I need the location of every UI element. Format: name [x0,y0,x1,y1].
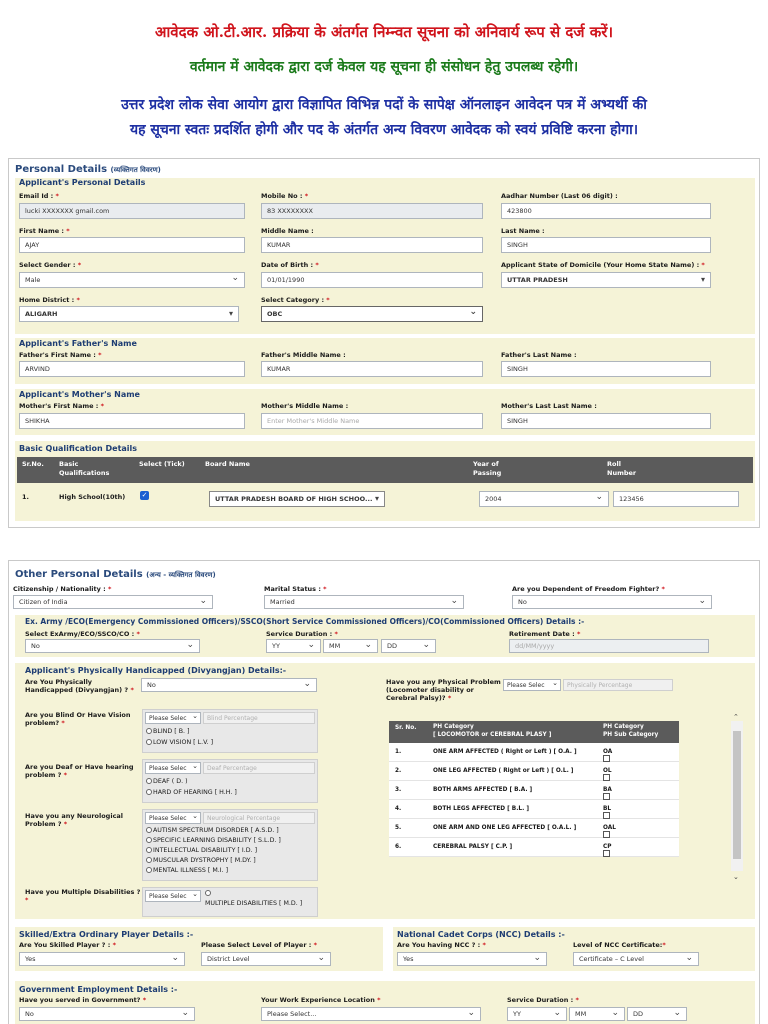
neuro-select[interactable]: Please Selec ⌄ [145,812,201,824]
gov-label: Have you served in Government? * [19,996,147,1004]
deaf-option[interactable]: DEAF ( D. ) [146,778,188,785]
blind-select[interactable]: Please Selec ⌄ [145,712,201,724]
last-name-label: Last Name : [501,227,545,235]
father-heading: Applicant's Father's Name [19,339,137,348]
first-name-label: First Name : * [19,227,70,235]
service-dd-select[interactable]: DD ⌄ [381,639,436,653]
roll-number-field[interactable]: 123456 [613,491,739,507]
mother-first-label: Mother's First Name : * [19,402,105,410]
qualification-heading: Basic Qualification Details [19,444,138,453]
service-duration-label: Service Duration : * [266,630,338,638]
ph-row-subcategory-checkbox[interactable] [603,768,612,774]
district-select[interactable]: ALIGARH ▾ [19,306,239,322]
ph-category-row [389,838,679,857]
deaf-label: Are you Deaf or Have hearing problem ? * [25,763,134,779]
gender-select[interactable]: Male ⌄ [19,272,245,288]
aadhar-field[interactable]: 423800 [501,203,711,219]
multi-radio[interactable] [205,890,212,897]
player-box [15,927,383,971]
ph-row-category: ONE ARM AND ONE LEG AFFECTED [ O.A.L. ] [433,825,577,831]
scroll-down-icon[interactable]: ⌄ [733,873,739,881]
col-roll: Roll Number [607,460,637,477]
retirement-field[interactable]: dd/MM/yyyy [509,639,709,653]
applicant-personal-box [15,178,755,334]
ph-row-sr: 1. [395,749,402,755]
ph-category-row [389,781,679,800]
father-first-label: Father's First Name : * [19,351,102,359]
domicile-select[interactable]: UTTAR PRADESH ▾ [501,272,711,288]
ph-category-row [389,800,679,819]
blind-option[interactable]: BLIND [ B. ] [146,728,189,735]
ph-row-category: BOTH ARMS AFFECTED [ B.A. ] [433,787,533,793]
category-select[interactable]: OBC ⌄ [261,306,483,322]
father-last-label: Father's Last Name : [501,351,577,359]
exarmy-select[interactable]: No ⌄ [25,639,200,653]
marital-label: Marital Status : * [264,585,327,593]
ph-row-subcategory-checkbox[interactable] [603,825,616,831]
ph-row-sr: 4. [395,806,402,812]
ph-row-subcategory-checkbox[interactable] [603,806,611,812]
ncc-label: Are You having NCC ? : * [397,941,486,949]
father-first-field[interactable]: ARVIND [19,361,245,377]
notice-line-3b: यह सूचना स्वतः प्रदर्शित होगी और पद के अंतर्गत अन्य विवरण आवेदक को स्वयं प्रविष्टि करना होगा। [129,122,639,138]
service-yy-select[interactable]: YY ⌄ [266,639,321,653]
father-middle-field[interactable]: KUMAR [261,361,483,377]
col-sr: Sr.No. [22,460,44,468]
ph-row-category: CEREBRAL PALSY [ C.P. ] [433,844,513,850]
ph-row-sr: 3. [395,787,402,793]
ph-row-subcategory-checkbox[interactable] [603,844,612,850]
col-year: Year of Passing [473,460,502,477]
ncc-level-select[interactable]: Certificate – C Level ⌄ [573,952,699,966]
mother-last-field[interactable]: SINGH [501,413,711,429]
blind-percentage-field[interactable]: Blind Percentage [203,712,315,724]
autism-option[interactable]: AUTISM SPECTRUM DISORDER [ A.S.D. ] [146,827,279,834]
ph-row-subcategory: CP [603,844,612,850]
army-box [15,615,755,657]
mobile-label: Mobile No : * [261,192,309,200]
blind-label: Are you Blind Or Have Vision problem? * [25,711,131,727]
physically-percentage-field[interactable]: Physically Percentage [563,679,673,691]
ph-row-subcategory: OAL [603,825,616,831]
mobile-field[interactable]: 83 XXXXXXXX [261,203,483,219]
ph-select[interactable]: No ⌄ [141,678,317,692]
ncc-select[interactable]: Yes ⌄ [397,952,547,966]
service-mm-select[interactable]: MM ⌄ [323,639,378,653]
exarmy-label: Select ExArmy/ECO/SSCO/CO : * [25,630,140,638]
player-heading: Skilled/Extra Ordinary Player Details :- [19,930,194,939]
personal-details-title: Personal Details (व्यक्तिगत विवरण) [15,164,161,175]
neuro-percentage-field[interactable]: Neurological Percentage [203,812,315,824]
deaf-select[interactable]: Please Selec ⌄ [145,762,201,774]
neuro-box [142,809,318,881]
ph-heading: Applicant's Physically Handicapped (Divyangjan) Details:- [25,666,287,675]
ph-category-row [389,762,679,781]
first-name-field[interactable]: AJAY [19,237,245,253]
citizenship-select[interactable]: Citizen of India ⌄ [13,595,213,609]
muscular-option[interactable]: MUSCULAR DYSTROPHY [ M.DY. ] [146,857,256,864]
ph-row-subcategory: BL [603,806,612,812]
gov-yy-select[interactable]: YY ⌄ [507,1007,567,1021]
ph-table-scroll-thumb[interactable] [733,731,741,859]
domicile-label: Applicant State of Domicile (Your Home State Name) : * [501,261,705,269]
work-label: Your Work Experience Location * [261,996,381,1004]
ph-row-subcategory: BA [603,787,612,793]
ncc-level-label: Level of NCC Certificate:* [573,941,666,949]
col-select: Select (Tick) [139,460,185,468]
mother-middle-field[interactable]: Enter Mother's Middle Name [261,413,483,429]
scroll-up-icon[interactable]: ⌃ [733,713,739,721]
intellectual-option[interactable]: INTELLECTUAL DISABILITY [ I.D. ] [146,847,257,854]
low-vision-option[interactable]: LOW VISION [ L.V. ] [146,739,213,746]
multi-option-label: MULTIPLE DISABILITIES [ M.D. ] [205,900,303,907]
checkbox-icon[interactable] [603,850,610,857]
col-qualification: Basic Qualifications [59,460,110,477]
ph-col-category2: PH Category [603,724,644,730]
middle-name-label: Middle Name : [261,227,314,235]
deaf-box [142,759,318,803]
notice-line-3 [0,93,768,143]
ph-row-sr: 6. [395,844,402,850]
father-box [15,338,755,384]
col-board: Board Name [205,460,250,468]
ph-row-category: ONE LEG AFFECTED ( Right or Left ) [ O.L. ] [433,768,574,774]
hard-of-hearing-option[interactable]: HARD OF HEARING [ H.H. ] [146,789,237,796]
army-heading: Ex. Army /ECO(Emergency Commissioned Officers)/SSCO(Short Service Commissioned Officers)/CO(Commissioned Officers) Details :- [25,617,585,626]
qualification-table-header [17,457,753,483]
mother-first-field[interactable]: SHIKHA [19,413,245,429]
multi-label: Have you Multiple Disabilities ? * [25,888,141,904]
qualification-box [15,441,755,521]
sld-option[interactable]: SPECIFIC LEARNING DISABILITY [ S.L.D. ] [146,837,281,844]
qual-name: High School(10th) [59,493,126,501]
other-details-title: Other Personal Details (अन्य - व्यक्तिगत विवरण) [15,569,216,580]
middle-name-field[interactable]: KUMAR [261,237,483,253]
dob-field[interactable]: 01/01/1990 [261,272,483,288]
ph-row-subcategory: OL [603,768,612,774]
checkbox-icon[interactable] [603,812,610,819]
blind-box [142,709,318,753]
ncc-heading: National Cadet Corps (NCC) Details :- [397,930,565,939]
ph-row-subcategory-checkbox[interactable] [603,749,612,755]
ph-table-scrollbar[interactable] [731,721,743,871]
ph-category-row [389,743,679,762]
player-label: Are You Skilled Player ? : * [19,941,116,949]
ph-row-sr: 5. [395,825,402,831]
email-field[interactable]: lucki XXXXXXX gmail.com [19,203,245,219]
ph-row-subcategory-checkbox[interactable] [603,787,612,793]
checkbox-icon[interactable] [603,755,610,762]
gender-label: Select Gender : * [19,261,82,269]
ph-row-category: BOTH LEGS AFFECTED [ B.L. ] [433,806,529,812]
category-label: Select Category : * [261,296,330,304]
ph-row-category: ONE ARM AFFECTED ( Right or Left ) [ O.A. ] [433,749,577,755]
ncc-box [393,927,755,971]
father-last-field[interactable]: SINGH [501,361,711,377]
checkbox-icon[interactable] [603,774,610,781]
last-name-field[interactable]: SINGH [501,237,711,253]
email-label: Email Id : * [19,192,59,200]
multi-select[interactable]: Please Selec ⌄ [145,890,201,902]
mother-last-label: Mother's Last Last Name : [501,402,597,410]
problem-label: Have you any Physical Problem (Locomoter disability or Cerebral Palsy)? * [386,678,501,702]
aadhar-label: Aadhar Number (Last 06 digit) : [501,192,618,200]
ph-row-subcategory: OA [603,749,613,755]
freedom-label: Are you Dependent of Freedom Fighter? * [512,585,665,593]
notice-line-1: आवेदक ओ.टी.आर. प्रक्रिया के अंतर्गत निम्न्वत सूचना को अनिवार्य रूप से दर्ज करें। [154,23,614,41]
citizenship-label: Citizenship / Nationality : * [13,585,112,593]
gov-mm-select[interactable]: MM ⌄ [569,1007,625,1021]
gov-service-label: Service Duration : * [507,996,579,1004]
multi-box [142,887,318,917]
notice-line-2: वर्तमान में आवेदक द्वारा दर्ज केवल यह सूचना ही संसोधन हेतु उपलब्ध रहेगी। [189,59,579,75]
level-label: Please Select Level of Player : * [201,941,318,949]
ph-row-sr: 2. [395,768,402,774]
freedom-select[interactable]: No ⌄ [512,595,712,609]
mother-middle-label: Mother's Middle Name : [261,402,349,410]
other-details-panel [8,560,760,1024]
qual-sr: 1. [22,493,29,501]
ph-col-category: PH Category [433,724,474,730]
problem-select[interactable]: Please Selec ⌄ [503,679,561,691]
ph-col-sr: Sr. No. [395,725,417,731]
mental-option[interactable]: MENTAL ILLNESS [ M.I. ] [146,867,228,874]
work-select[interactable]: Please Select... ⌄ [261,1007,481,1021]
ph-category-row [389,819,679,838]
checkbox-icon[interactable] [603,793,610,800]
qual-tick-checkbox[interactable]: ✓ [141,491,148,499]
ph-col-category-sub: [ LOCOMOTOR or CEREBRAL PLASY ] [433,732,552,738]
neuro-label: Have you any Neurological Problem ? * [25,812,124,828]
deaf-percentage-field[interactable]: Deaf Percentage [203,762,315,774]
dob-label: Date of Birth : * [261,261,319,269]
applicant-personal-heading: Applicant's Personal Details [19,178,146,187]
mother-box [15,389,755,435]
board-select[interactable]: UTTAR PRADESH BOARD OF HIGH SCHOO... ▾ [209,491,385,507]
checkbox-icon[interactable] [603,831,610,838]
personal-details-panel [8,158,760,528]
ph-box [15,663,755,919]
retirement-label: Retirement Date : * [509,630,581,638]
marital-select[interactable]: Married ⌄ [264,595,464,609]
ph-col-subcategory: PH Sub Category [603,732,659,738]
gov-select[interactable]: No ⌄ [19,1007,195,1021]
gov-heading: Government Employment Details :- [19,985,178,994]
player-select[interactable]: Yes ⌄ [19,952,185,966]
level-select[interactable]: District Level ⌄ [201,952,331,966]
father-middle-label: Father's Middle Name : [261,351,346,359]
notice-line-3a: उत्तर प्रदेश लोक सेवा आयोग द्वारा विज्ञापित विभिन्न पदों के सापेक्ष ऑनलाइन आवेदन पत्र में अभ्यर्थी की [121,97,647,113]
district-label: Home District : * [19,296,80,304]
year-select[interactable]: 2004 ⌄ [479,491,609,507]
gov-box [15,981,755,1024]
gov-dd-select[interactable]: DD ⌄ [627,1007,687,1021]
ph-table-header [389,721,679,743]
ph-label: Are You Physically Handicapped (Divyangjan) ? * [25,678,134,694]
mother-heading: Applicant's Mother's Name [19,390,140,399]
